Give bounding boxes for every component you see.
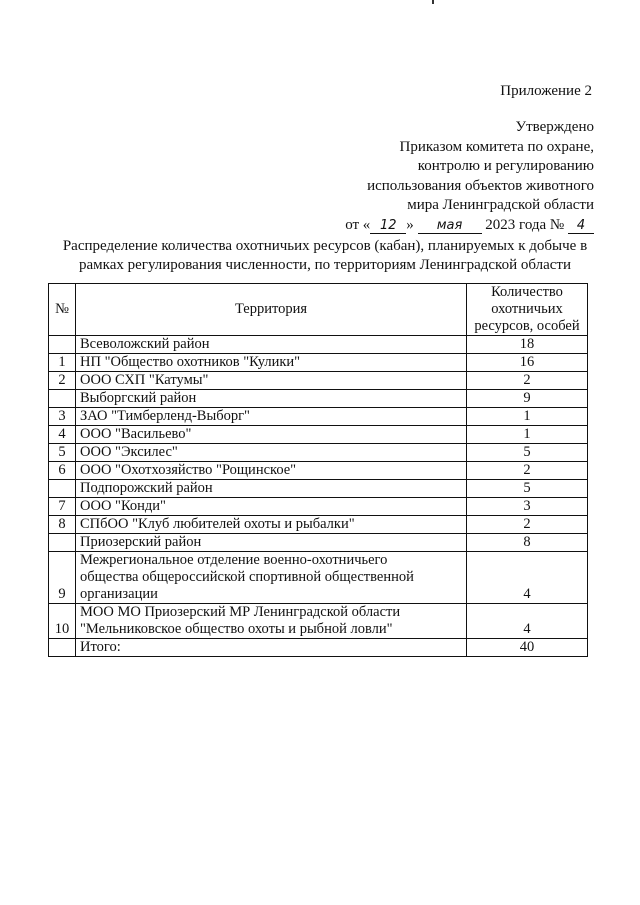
order-line-1: Приказом комитета по охране, [399, 138, 594, 155]
quantity-cell: 5 [467, 444, 588, 462]
table-header-row [49, 284, 588, 336]
table-row [49, 390, 588, 408]
territory-text: НП "Общество охотников "Кулики" [80, 354, 301, 370]
territory-cell [76, 444, 467, 462]
appendix-label: Приложение 2 [500, 83, 592, 99]
handwritten-order-number: 4 [568, 218, 594, 234]
table-row [49, 372, 588, 390]
territory-text: СПбОО "Клуб любителей охоты и рыбалки" [80, 516, 355, 532]
territory-cell [76, 498, 467, 516]
territory-text: Всеволожский район [80, 336, 210, 352]
header-quantity-line-1: Количество [491, 284, 563, 300]
quantity-cell: 1 [467, 426, 588, 444]
date-close: » [406, 216, 414, 233]
quantity-cell: 4 [467, 552, 588, 604]
territory-cell [76, 462, 467, 480]
quantity-cell: 18 [467, 336, 588, 354]
order-date-line [345, 216, 594, 236]
territory-cell [76, 480, 467, 498]
table-row [49, 639, 588, 657]
table-row [49, 462, 588, 480]
order-line-2: контролю и регулированию [417, 158, 594, 175]
order-line-4: мира Ленинградской области [407, 197, 594, 214]
row-number [49, 534, 76, 552]
handwritten-month: мая [418, 218, 482, 234]
territory-text: общества общероссийской спортивной общественной [80, 569, 414, 585]
approval-block [345, 118, 594, 236]
territory-text: ООО "Охотхозяйство "Рощинское" [80, 462, 297, 478]
row-number [49, 336, 76, 354]
territory-cell [76, 354, 467, 372]
territory-text: Приозерский район [80, 534, 202, 550]
row-number [49, 639, 76, 657]
date-year: 2023 года № [485, 216, 565, 233]
territory-cell [76, 426, 467, 444]
quantity-cell: 40 [467, 639, 588, 657]
header-num: № [49, 284, 76, 336]
table-row [49, 426, 588, 444]
territory-text: ООО "Эксилес" [80, 444, 178, 460]
row-number: 10 [49, 604, 76, 639]
title-line-1: Распределение количества охотничьих ресурсов (кабан), планируемых к добыче в [62, 238, 588, 254]
table-row [49, 516, 588, 534]
header-quantity-line-3: ресурсов, особей [474, 318, 580, 334]
quantity-cell: 2 [467, 462, 588, 480]
quota-table [48, 283, 588, 657]
territory-text: МОО МО Приозерский МР Ленинградской области [80, 604, 401, 620]
row-number: 9 [49, 552, 76, 604]
quantity-cell: 8 [467, 534, 588, 552]
row-number: 6 [49, 462, 76, 480]
row-number: 1 [49, 354, 76, 372]
territory-cell [76, 408, 467, 426]
quantity-cell: 16 [467, 354, 588, 372]
row-number: 4 [49, 426, 76, 444]
territory-cell [76, 639, 467, 657]
table-row [49, 444, 588, 462]
quantity-cell: 1 [467, 408, 588, 426]
table-row [49, 604, 588, 639]
quantity-cell: 5 [467, 480, 588, 498]
quantity-cell: 2 [467, 372, 588, 390]
row-number: 3 [49, 408, 76, 426]
table-row [49, 480, 588, 498]
quantity-cell: 3 [467, 498, 588, 516]
table-row [49, 534, 588, 552]
row-number [49, 390, 76, 408]
header-quantity-line-2: охотничьих [491, 301, 563, 317]
territory-text: ООО "Конди" [80, 498, 166, 514]
quantity-cell: 2 [467, 516, 588, 534]
territory-text: ЗАО "Тимберленд-Выборг" [80, 408, 250, 424]
date-prefix: от « [345, 216, 371, 233]
table-row [49, 408, 588, 426]
territory-text: Межрегиональное отделение военно-охотничьего [80, 552, 388, 568]
table-row [49, 336, 588, 354]
territory-cell [76, 516, 467, 534]
header-quantity [467, 284, 588, 336]
territory-cell [76, 534, 467, 552]
row-number: 8 [49, 516, 76, 534]
territory-text: "Мельниковское общество охоты и рыбной ловли" [80, 621, 393, 637]
row-number: 7 [49, 498, 76, 516]
territory-cell [76, 604, 467, 639]
territory-text: организации [80, 586, 158, 602]
title-line-2: рамках регулирования численности, по территориям Ленинградской области [79, 257, 571, 273]
header-territory: Территория [76, 284, 467, 336]
territory-cell [76, 390, 467, 408]
scan-mark [432, 0, 434, 4]
territory-cell [76, 372, 467, 390]
territory-cell [76, 336, 467, 354]
territory-text: Подпорожский район [80, 480, 213, 496]
table-body [49, 336, 588, 657]
document-title [40, 237, 610, 275]
handwritten-day: 12 [370, 218, 406, 234]
row-number: 5 [49, 444, 76, 462]
territory-text: Итого: [80, 639, 121, 655]
territory-text: ООО "Васильево" [80, 426, 192, 442]
territory-text: ООО СХП "Катумы" [80, 372, 209, 388]
table-row [49, 354, 588, 372]
territory-text: Выборгский район [80, 390, 197, 406]
approved-label: Утверждено [515, 119, 594, 135]
row-number: 2 [49, 372, 76, 390]
quantity-cell: 4 [467, 604, 588, 639]
table-row [49, 552, 588, 604]
quantity-cell: 9 [467, 390, 588, 408]
territory-cell [76, 552, 467, 604]
row-number [49, 480, 76, 498]
table-row [49, 498, 588, 516]
order-line-3: использования объектов животного [367, 177, 594, 194]
